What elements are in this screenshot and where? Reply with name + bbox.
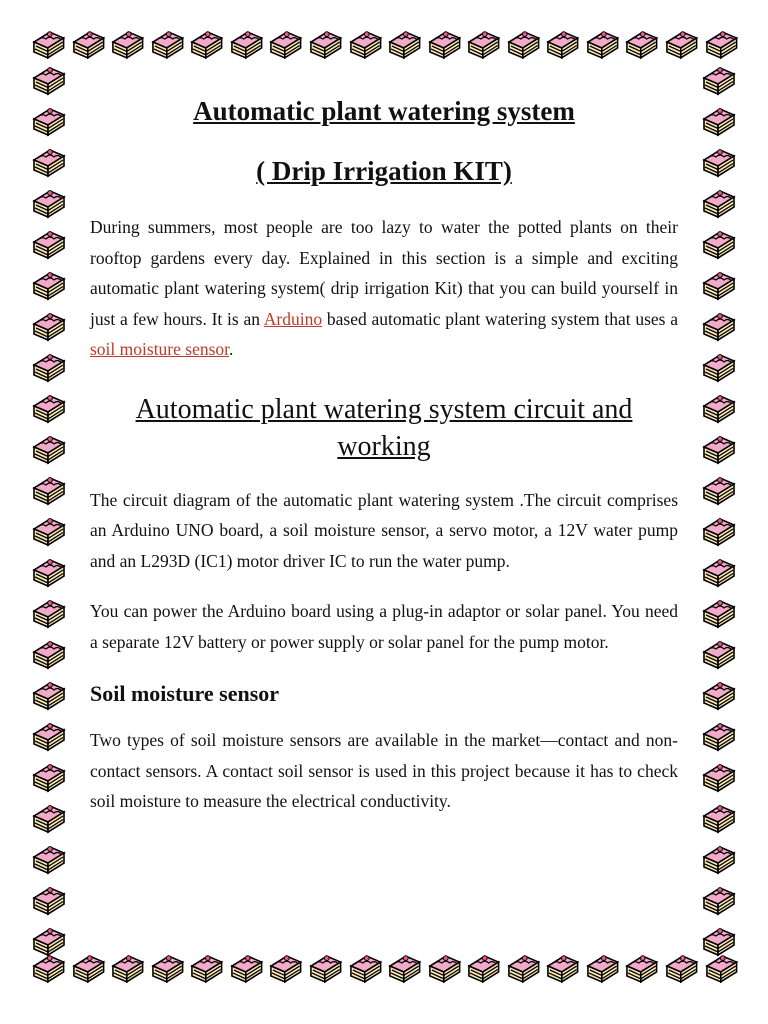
- cake-slice-icon: [345, 952, 385, 986]
- soil-moisture-sensor-link[interactable]: soil moisture sensor: [90, 339, 230, 359]
- border-top: [28, 28, 740, 68]
- cake-slice-icon: [463, 952, 503, 986]
- cake-slice-icon: [698, 392, 738, 426]
- cake-slice-icon: [698, 843, 738, 877]
- cake-slice-icon: [28, 433, 68, 467]
- cake-slice-icon: [698, 597, 738, 631]
- cake-slice-icon: [28, 392, 68, 426]
- border-left: [28, 64, 70, 959]
- document-title: Automatic plant watering system: [193, 96, 575, 126]
- cake-slice-icon: [186, 28, 226, 62]
- cake-slice-icon: [698, 925, 738, 959]
- cake-slice-icon: [28, 187, 68, 221]
- cake-slice-icon: [28, 28, 68, 62]
- cake-slice-icon: [68, 28, 108, 62]
- document-subtitle: ( Drip Irrigation KIT): [256, 156, 512, 186]
- cake-slice-icon: [698, 105, 738, 139]
- cake-slice-icon: [698, 679, 738, 713]
- section-heading: Automatic plant watering system circuit and working: [135, 393, 633, 462]
- cake-slice-icon: [698, 802, 738, 836]
- cake-slice-icon: [28, 679, 68, 713]
- cake-slice-icon: [698, 474, 738, 508]
- cake-slice-icon: [28, 925, 68, 959]
- cake-slice-icon: [147, 28, 187, 62]
- cake-slice-icon: [463, 28, 503, 62]
- cake-slice-icon: [226, 952, 266, 986]
- cake-slice-icon: [542, 952, 582, 986]
- cake-slice-icon: [698, 187, 738, 221]
- cake-slice-icon: [698, 761, 738, 795]
- cake-slice-icon: [698, 720, 738, 754]
- cake-slice-icon: [698, 228, 738, 262]
- cake-slice-icon: [698, 884, 738, 918]
- cake-slice-icon: [147, 952, 187, 986]
- cake-slice-icon: [107, 952, 147, 986]
- cake-slice-icon: [542, 28, 582, 62]
- cake-slice-icon: [384, 952, 424, 986]
- cake-slice-icon: [384, 28, 424, 62]
- intro-text-1: During summers, most people are too lazy to water the potted plants on their rooftop gardens every day. Explained in this section is a simple and exciting automatic plant watering system( drip irrigation Kit) that you can build yourself in just a few hours. It is an: [90, 217, 678, 329]
- cake-slice-icon: [698, 64, 738, 98]
- intro-paragraph: [90, 212, 678, 365]
- cake-slice-icon: [28, 269, 68, 303]
- document-body: [90, 92, 678, 817]
- cake-slice-icon: [424, 952, 464, 986]
- cake-slice-icon: [582, 28, 622, 62]
- cake-slice-icon: [107, 28, 147, 62]
- cake-slice-icon: [265, 952, 305, 986]
- cake-slice-icon: [661, 952, 701, 986]
- cake-slice-icon: [345, 28, 385, 62]
- cake-slice-icon: [28, 228, 68, 262]
- cake-slice-icon: [701, 28, 741, 62]
- cake-slice-icon: [698, 515, 738, 549]
- cake-slice-icon: [265, 28, 305, 62]
- cake-slice-icon: [28, 638, 68, 672]
- cake-slice-icon: [305, 952, 345, 986]
- cake-slice-icon: [621, 952, 661, 986]
- border-bottom: [28, 952, 740, 992]
- border-right: [698, 64, 740, 959]
- cake-slice-icon: [698, 556, 738, 590]
- cake-slice-icon: [698, 638, 738, 672]
- cake-slice-icon: [186, 952, 226, 986]
- cake-slice-icon: [698, 310, 738, 344]
- cake-slice-icon: [68, 952, 108, 986]
- intro-text-2: based automatic plant watering system that uses a: [322, 308, 678, 329]
- circuit-paragraph: The circuit diagram of the automatic plant watering system .The circuit comprises an Arduino UNO board, a soil moisture sensor, a servo motor, a 12V water pump and an L293D (IC1) motor driver IC to run the water pump.: [90, 489, 678, 571]
- cake-slice-icon: [28, 802, 68, 836]
- cake-slice-icon: [28, 597, 68, 631]
- cake-slice-icon: [661, 28, 701, 62]
- cake-slice-icon: [28, 64, 68, 98]
- cake-slice-icon: [28, 720, 68, 754]
- cake-slice-icon: [226, 28, 266, 62]
- cake-slice-icon: [582, 952, 622, 986]
- power-paragraph: You can power the Arduino board using a plug-in adaptor or solar panel. You need a separate 12V battery or power supply or solar panel for the pump motor.: [90, 601, 678, 652]
- sensor-paragraph: Two types of soil moisture sensors are available in the market—contact and non-contact sensors. A contact soil sensor is used in this project because it has to check soil moisture to measure the electrical conductivity.: [90, 730, 678, 811]
- cake-slice-icon: [305, 28, 345, 62]
- cake-slice-icon: [424, 28, 464, 62]
- cake-slice-icon: [28, 474, 68, 508]
- arduino-link[interactable]: Arduino: [263, 308, 323, 329]
- cake-slice-icon: [698, 433, 738, 467]
- subheading-soil-moisture: Soil moisture sensor: [90, 681, 280, 706]
- cake-slice-icon: [503, 28, 543, 62]
- cake-slice-icon: [28, 146, 68, 180]
- cake-slice-icon: [698, 146, 738, 180]
- cake-slice-icon: [28, 761, 68, 795]
- cake-slice-icon: [28, 351, 68, 385]
- cake-slice-icon: [621, 28, 661, 62]
- cake-slice-icon: [503, 952, 543, 986]
- cake-slice-icon: [28, 556, 68, 590]
- cake-slice-icon: [28, 515, 68, 549]
- cake-slice-icon: [698, 351, 738, 385]
- cake-slice-icon: [698, 269, 738, 303]
- cake-slice-icon: [28, 310, 68, 344]
- intro-text-3: .: [229, 339, 234, 359]
- cake-slice-icon: [28, 105, 68, 139]
- cake-slice-icon: [28, 884, 68, 918]
- cake-slice-icon: [28, 843, 68, 877]
